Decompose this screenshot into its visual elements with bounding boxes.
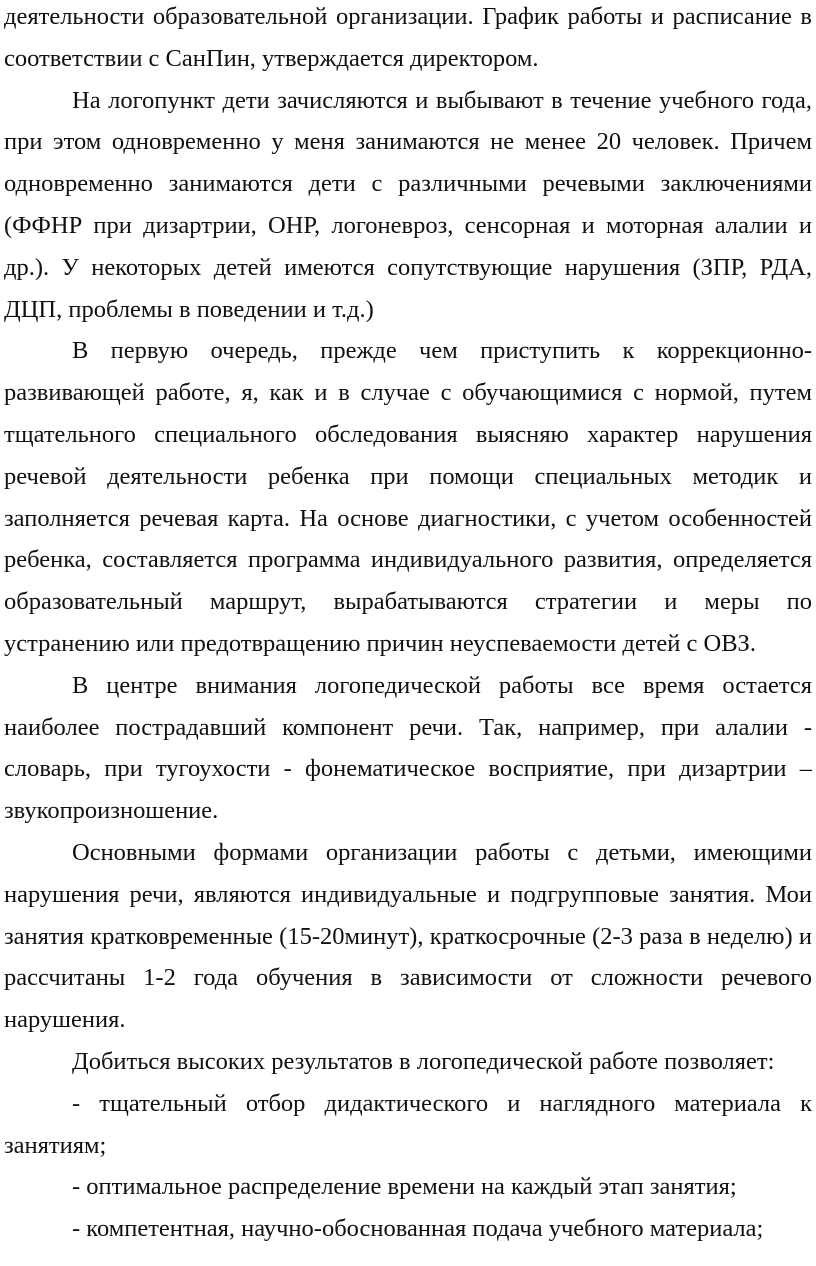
paragraph-results-intro: Добиться высоких результатов в логопедической работе позволяет: [72,1047,775,1075]
paragraph-forms-of-work: Основными формами организации работы с детьми, имеющими нарушения речи, являются индивидуальные и подгрупповые занятия. Мои занятия кратковременные (15-20минут), краткосрочные (2-3 раза в неделю) и рассчитаны 1-2 года обучения в зависимости от сложности речевого нарушения. [4,838,812,1034]
list-item-time-distribution: - оптимальное распределение времени на каждый этап занятия; [72,1173,737,1201]
paragraph-focus-of-work: В центре внимания логопедической работы все время остается наиболее пострадавший компонент речи. Так, например, при алалии - словарь, при тугоухости - фонематическое восприятие, при дизартрии – звукопроизношение. [4,671,812,825]
paragraph-diagnostics: В первую очередь, прежде чем приступить к коррекционно-развивающей работе, я, как и в случае с обучающимися с нормой, путем тщательного специального обследования выясняю характер нарушения речевой деятельности ребенка при помощи специальных методик и заполняется речевая карта. На основе диагностики, с учетом особенностей ребенка, составляется программа индивидуального развития, определяется образовательный маршрут, вырабатываются стратегии и меры по устранению или предотвращению причин неуспеваемости детей с ОВЗ. [4,337,812,657]
list-item-material-selection: - тщательный отбор дидактического и наглядного материала к занятиям; [4,1089,812,1159]
paragraph-logopunkt-enrollment: На логопункт дети зачисляются и выбывают в течение учебного года, при этом одновременно у меня занимаются не менее 20 человек. Причем одновременно занимаются дети с различными речевыми заключениями (ФФНР при дизартрии, ОНР, логоневроз, сенсорная и моторная алалии и др.). У некоторых детей имеются сопутствующие нарушения (ЗПР, РДА, ДЦП, проблемы в поведении и т.д.) [4,86,812,323]
list-item-competent-delivery: - компетентная, научно-обоснованная подача учебного материала; [72,1215,764,1243]
paragraph-continuation: деятельности образовательной организации. График работы и расписание в соответствии с СанПин, утверждается директором. [4,3,812,72]
